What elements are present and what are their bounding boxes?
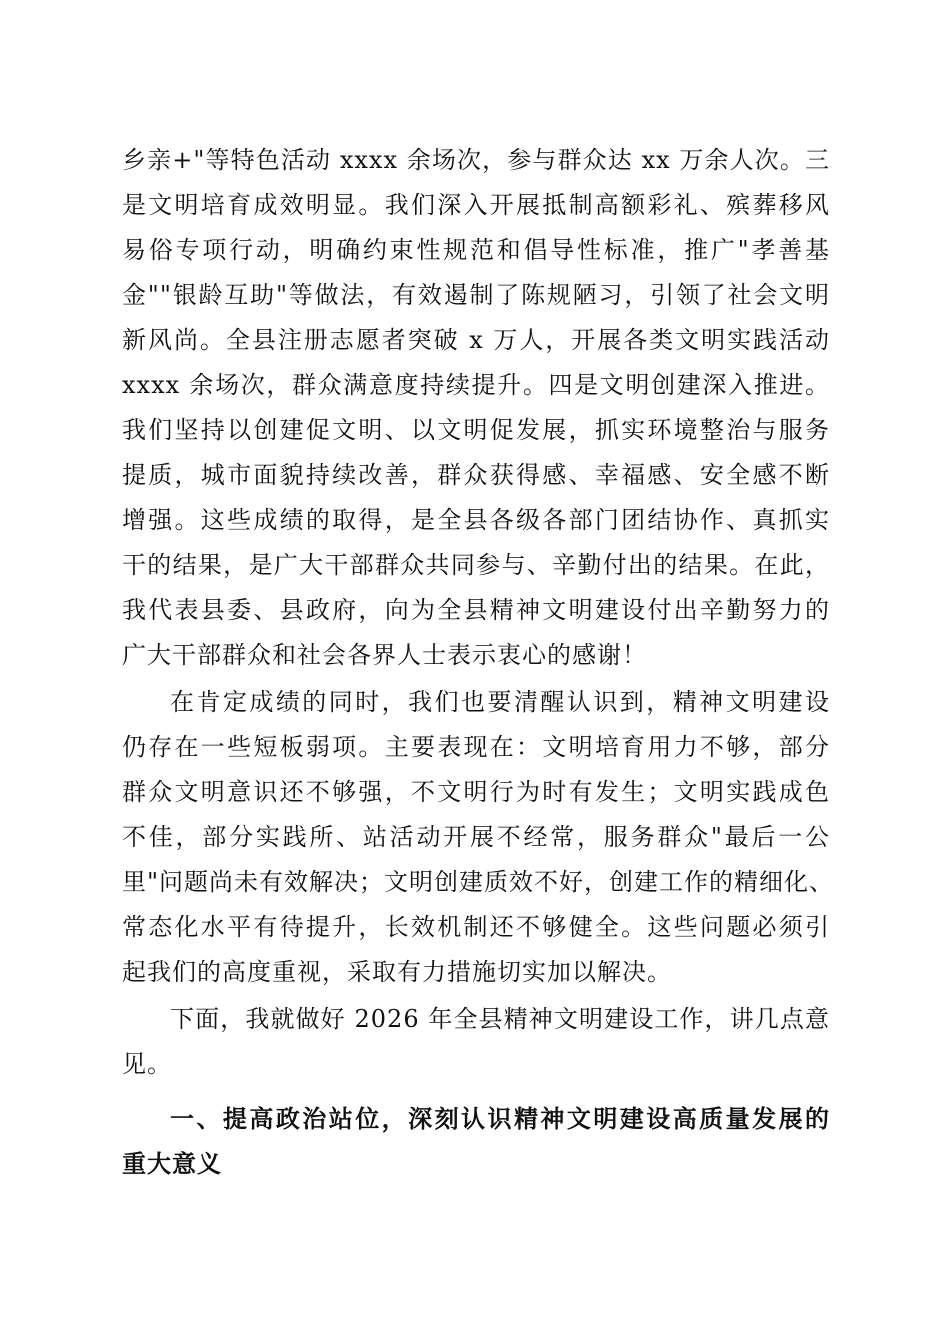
paragraph-first-line: 下面，我就做好 2026 年全县精神文明建设工作，讲几点意 [170,1005,830,1033]
text-line: 常态化水平有待提升，长效机制还不够健全。这些问题必须引 [122,913,830,941]
text-line: 是文明培育成效明显。我们深入开展抵制高额彩礼、殡葬移风 [122,191,830,219]
text-line: 广大干部群众和社会各界人士表示衷心的感谢！ [122,641,647,669]
text-line: 群众文明意识还不够强，不文明行为时有发生；文明实践成色 [122,778,830,806]
text-line: 不佳，部分实践所、站活动开展不经常，服务群众"最后一公 [122,823,830,851]
text-line: 新风尚。全县注册志愿者突破 x 万人，开展各类文明实践活动 [122,326,830,354]
text-line: 干的结果，是广大干部群众共同参与、辛勤付出的结果。在此， [122,551,830,579]
text-line: 乡亲+"等特色活动 xxxx 余场次，参与群众达 xx 万余人次。三 [122,146,830,174]
text-line: 仍存在一些短板弱项。主要表现在：文明培育用力不够，部分 [122,733,830,761]
text-line: 增强。这些成绩的取得，是全县各级各部门团结协作、真抓实 [122,506,830,534]
text-line: 金""银龄互助"等做法，有效遏制了陈规陋习，引领了社会文明 [122,281,830,309]
paragraph-first-line: 在肯定成绩的同时，我们也要清醒认识到，精神文明建设 [170,688,830,716]
text-line: 我们坚持以创建促文明、以文明促发展，抓实环境整治与服务 [122,416,830,444]
document-body [122,138,835,1187]
text-line: xxxx 余场次，群众满意度持续提升。四是文明创建深入推进。 [122,371,830,399]
text-line: 见。 [122,1050,172,1078]
section-heading: 一、提高政治站位，深刻认识精神文明建设高质量发展的 [170,1105,830,1133]
text-line: 里"问题尚未有效解决；文明创建质效不好，创建工作的精细化、 [122,868,835,896]
text-line: 易俗专项行动，明确约束性规范和倡导性标准，推广"孝善基 [122,236,830,264]
section-heading-continued: 重大意义 [122,1150,222,1178]
text-line: 我代表县委、县政府，向为全县精神文明建设付出辛勤努力的 [122,596,830,624]
text-line: 提质，城市面貌持续改善，群众获得感、幸福感、安全感不断 [122,461,830,489]
text-line: 起我们的高度重视，采取有力措施切实加以解决。 [122,958,672,986]
